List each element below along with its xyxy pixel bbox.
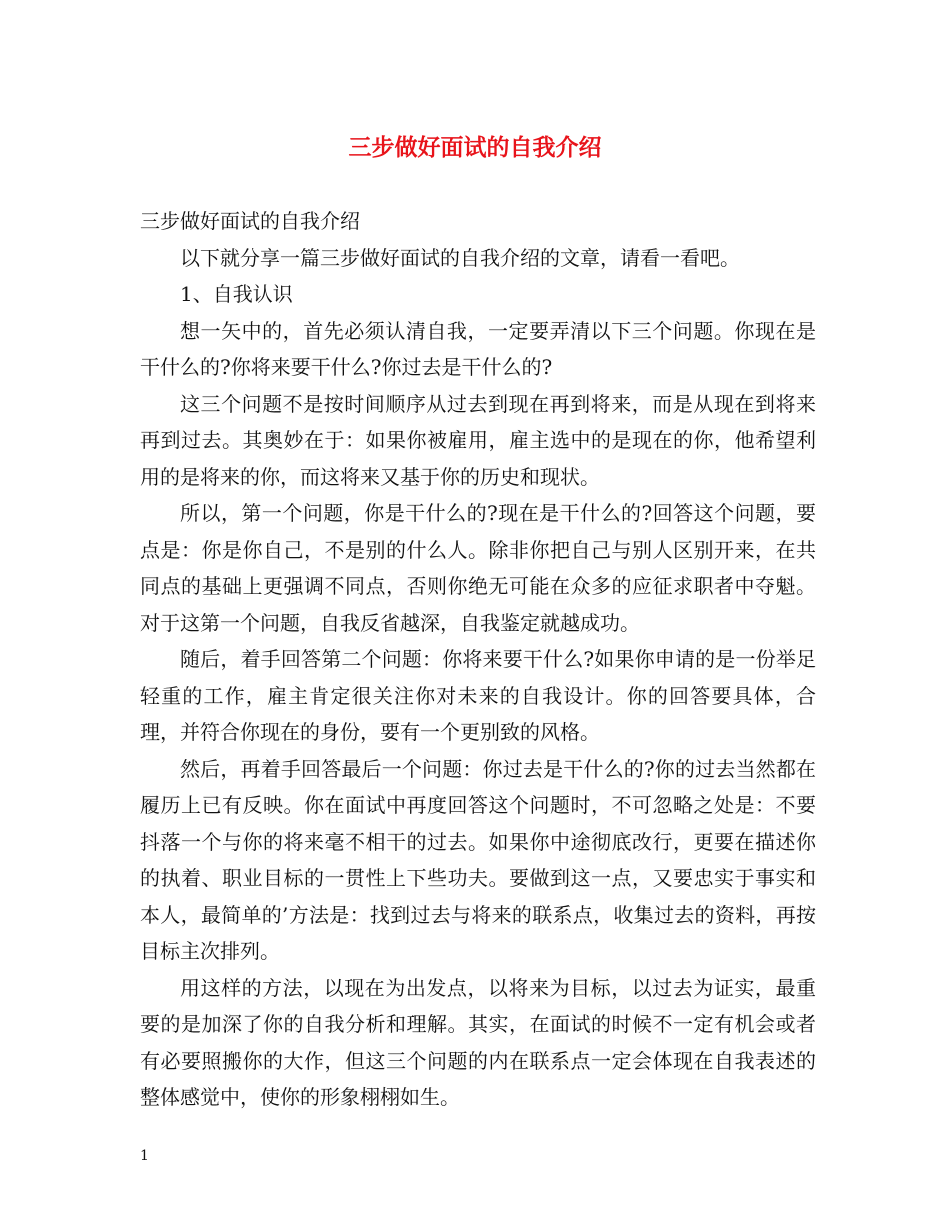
paragraph: 所以，第一个问题，你是干什么的?现在是干什么的?回答这个问题，要点是：你是你自己，不是别的什么人。除非你把自己与别人区别开来，在共同点的基础上更强调不同点，否则你绝无可能在众多的应征求职者中夺魁。对于这第一个问题，自我反省越深，自我鉴定就越成功。: [140, 501, 816, 635]
paragraph: 用这样的方法，以现在为出发点，以将来为目标，以过去为证实，最重要的是加深了你的自我分析和理解。其实，在面试的时候不一定有机会或者有必要照搬你的大作，但这三个问题的内在联系点一定会体现在自我表述的整体感觉中，使你的形象栩栩如生。: [140, 975, 816, 1109]
paragraph: 然后，再着手回答最后一个问题：你过去是干什么的?你的过去当然都在履历上已有反映。你在面试中再度回答这个问题时，不可忽略之处是：不要抖落一个与你的将来毫不相干的过去。如果你中途彻底改行，更要在描述你的执着、职业目标的一贯性上下些功夫。要做到这一点，又要忠实于事实和本人，最简单的’方法是：找到过去与将来的联系点，收集过去的资料，再按目标主次排列。: [140, 756, 816, 963]
paragraph: 这三个问题不是按时间顺序从过去到现在再到将来，而是从现在到将来再到过去。其奥妙在于：如果你被雇用，雇主选中的是现在的你，他希望利用的是将来的你，而这将来又基于你的历史和现状。: [140, 391, 816, 489]
body-heading: 三步做好面试的自我介绍: [140, 209, 360, 233]
section-heading: 1、自我认识: [180, 282, 293, 306]
paragraph: 随后，着手回答第二个问题：你将来要干什么?如果你申请的是一份举足轻重的工作，雇主肯定很关注你对未来的自我设计。你的回答要具体，合理，并符合你现在的身份，要有一个更别致的风格。: [140, 647, 816, 744]
document-title: 三步做好面试的自我介绍: [348, 134, 602, 161]
page-number: 1: [140, 1148, 149, 1164]
paragraph: 想一矢中的，首先必须认清自我，一定要弄清以下三个问题。你现在是干什么的?你将来要干什么?你过去是干什么的?: [140, 318, 816, 379]
paragraph: 以下就分享一篇三步做好面试的自我介绍的文章，请看一看吧。: [180, 245, 740, 270]
document-body: [140, 203, 816, 1116]
